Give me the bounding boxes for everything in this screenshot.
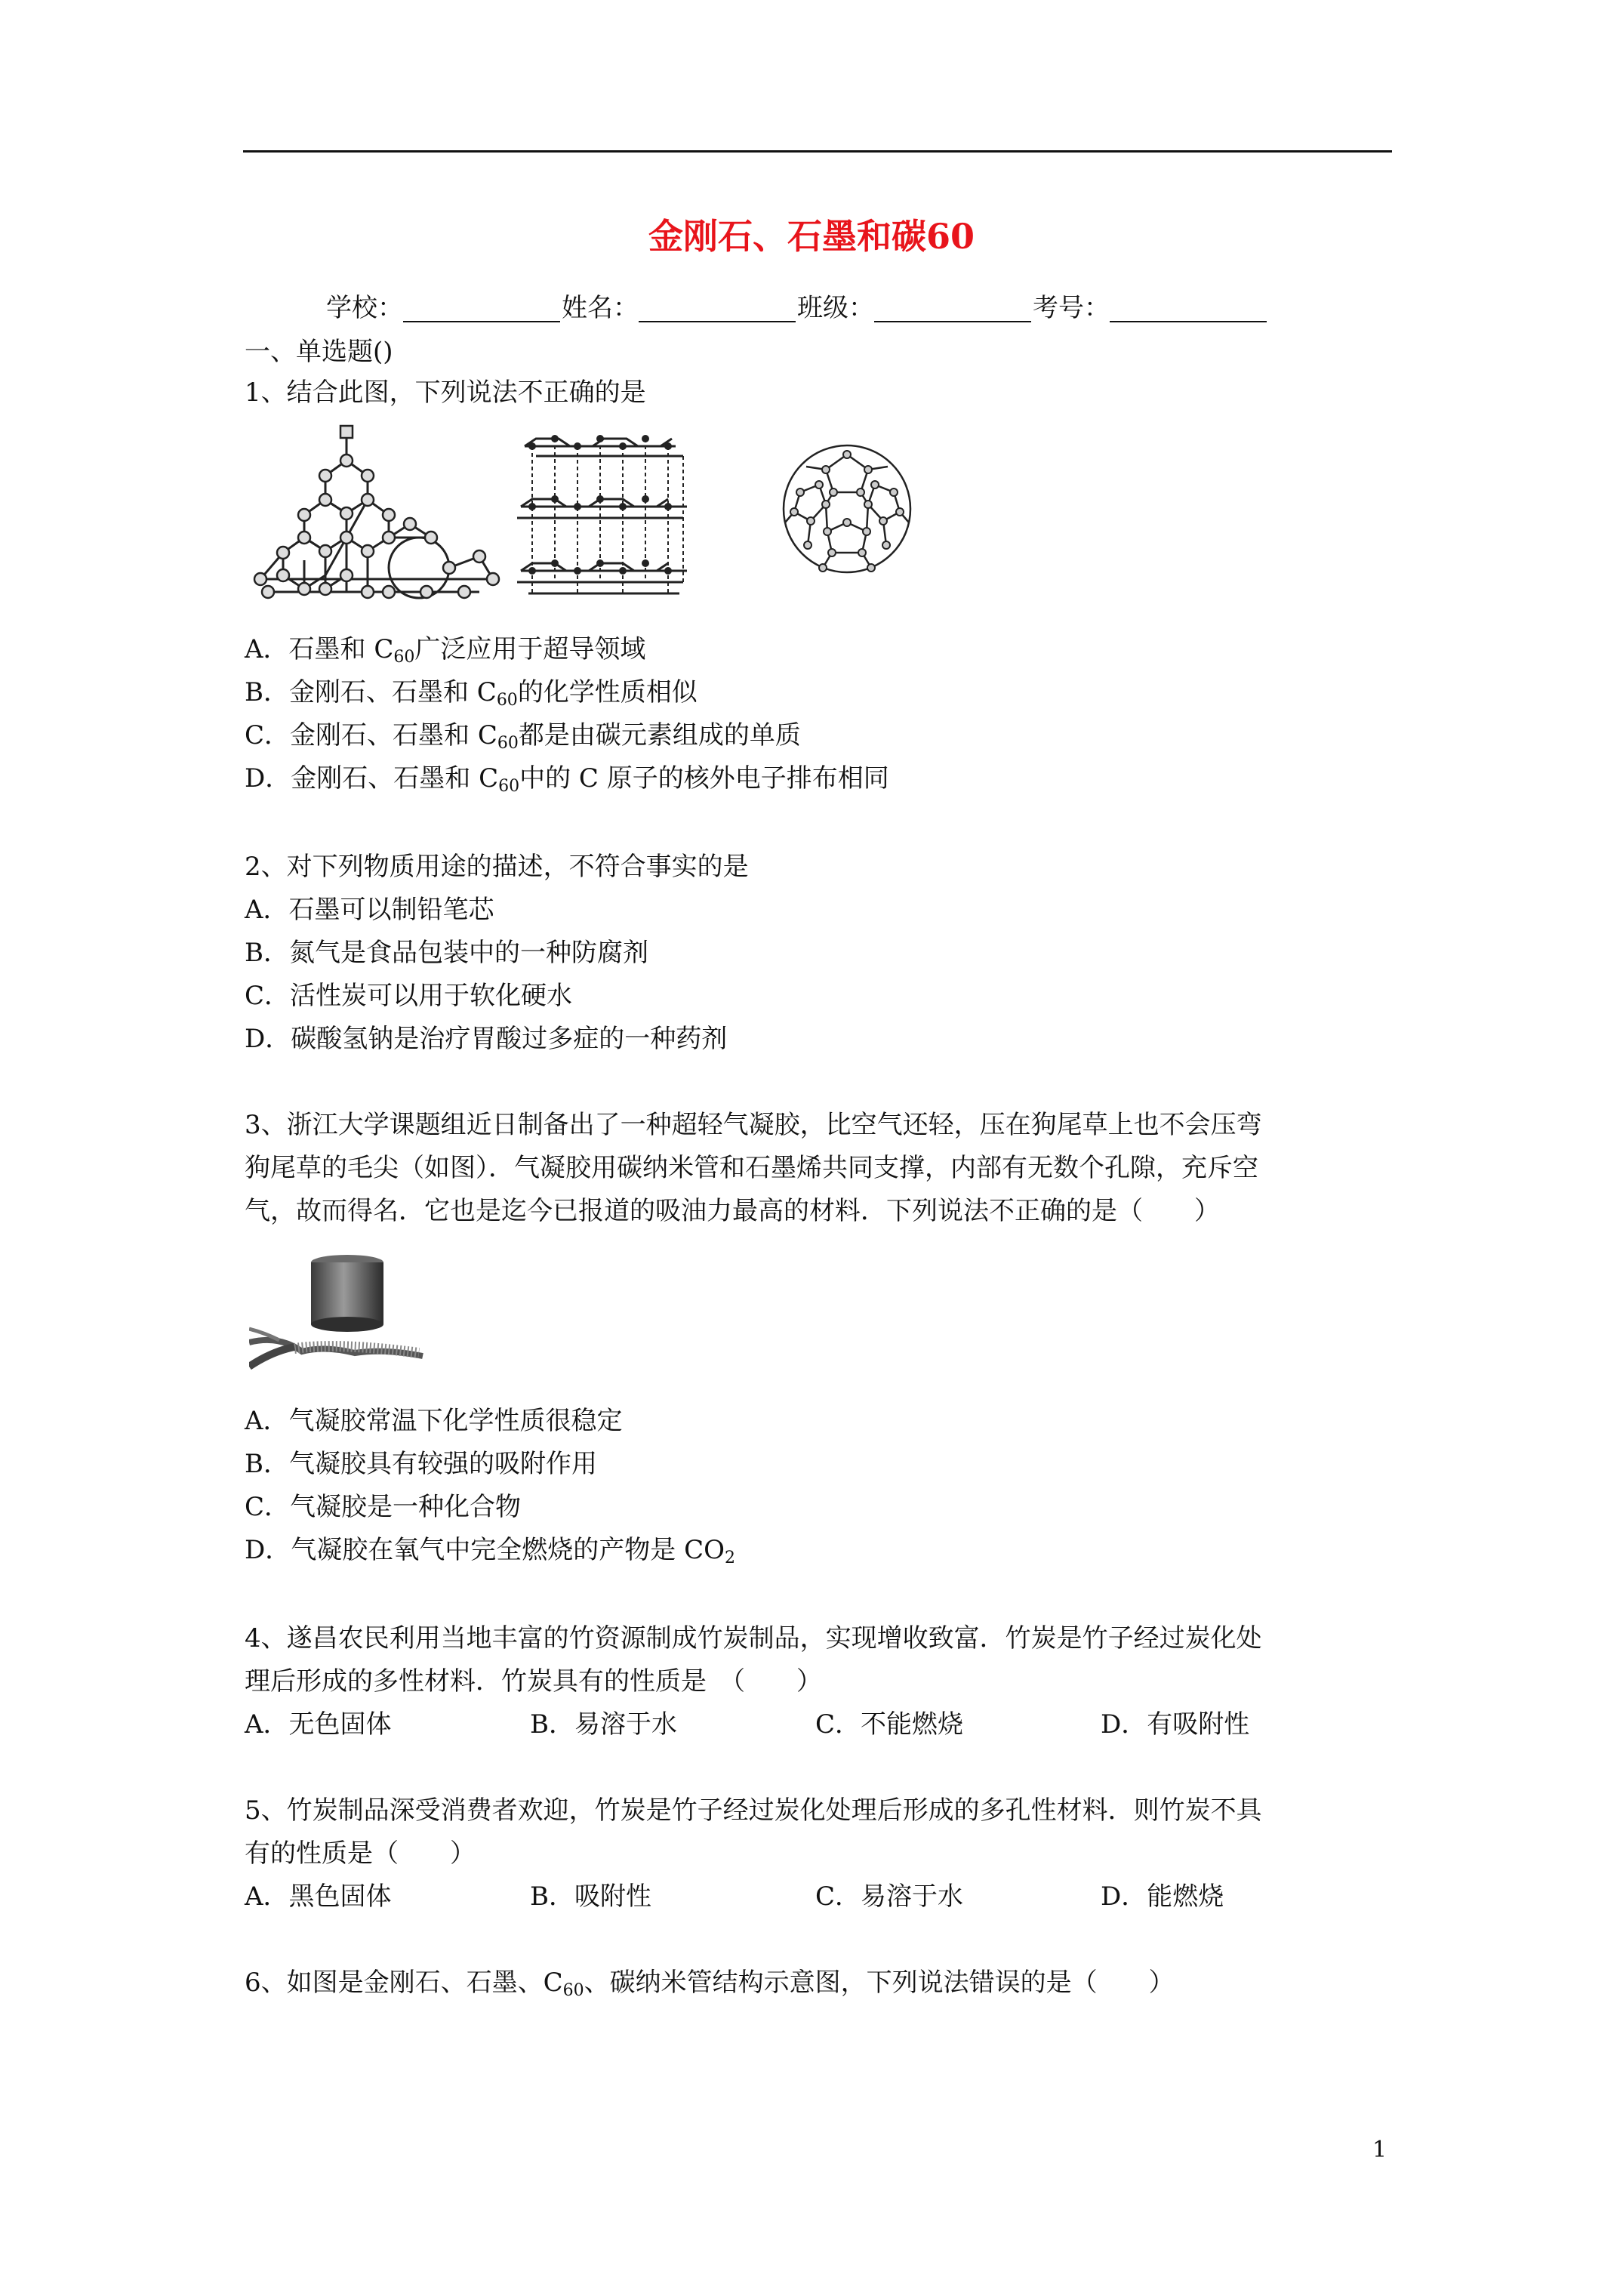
q3-option-c: C．气凝胶是一种化合物 <box>245 1492 522 1522</box>
q3-option-d: D．气凝胶在氧气中完全燃烧的产物是 $CO_2$ <box>245 1535 735 1567</box>
graphite-structure-figure <box>513 435 694 605</box>
school-label: 学校： <box>326 293 403 323</box>
q5-stem-line-2: 有的性质是（ ） <box>245 1838 476 1869</box>
q6-stem: 6、如图是金刚石、石墨、$C_{60}$、碳纳米管结构示意图，下列说法错误的是（ ） <box>245 1968 1175 2000</box>
class-blank <box>874 291 1031 322</box>
q4-option-d: D．有吸附性 <box>1101 1709 1250 1740</box>
q2-option-d: D．碳酸氢钠是治疗胃酸过多症的一种药剂 <box>245 1024 728 1054</box>
q3-stem-line-2: 狗尾草的毛尖（如图）．气凝胶用碳纳米管和石墨烯共同支撑，内部有无数个孔隙，充斥空 <box>245 1153 1258 1183</box>
q2-option-a: A．石墨可以制铅笔芯 <box>245 895 494 925</box>
q2-option-b: B．氮气是食品包装中的一种防腐剂 <box>245 938 648 968</box>
q4-stem-line-1: 4、遂昌农民利用当地丰富的竹资源制成竹炭制品，实现增收致富．竹炭是竹子经过炭化处 <box>245 1623 1262 1653</box>
q1-stem: 1、结合此图，下列说法不正确的是 <box>245 378 646 408</box>
q4-stem-line-2: 理后形成的多性材料．竹炭具有的性质是 （ ） <box>245 1666 822 1697</box>
q1-option-a: A．石墨和 $C_{60}$广泛应用于超导领域 <box>245 634 646 667</box>
header-rule <box>243 150 1392 153</box>
page-number: 1 <box>1372 2137 1387 2163</box>
q1-option-d: D．金刚石、石墨和 $C_{60}$中的 C 原子的核外电子排布相同 <box>245 763 889 796</box>
aerogel-on-grass-photo <box>249 1253 427 1378</box>
q3-stem-line-3: 气，故而得名．它也是迄今已报道的吸油力最高的材料．下列说法不正确的是（ ） <box>245 1196 1220 1226</box>
q5-option-c: C．易溶于水 <box>815 1881 964 1912</box>
q4-options <box>245 1703 1249 1746</box>
q3-option-b: B．气凝胶具有较强的吸附作用 <box>245 1449 597 1479</box>
exam-no-label: 考号： <box>1033 293 1110 323</box>
q1-option-b: B．金刚石、石墨和 $C_{60}$的化学性质相似 <box>245 677 698 710</box>
student-info-line <box>326 287 1268 329</box>
name-label: 姓名： <box>562 293 639 323</box>
q5-options <box>245 1875 1224 1918</box>
section-heading: 一、单选题() <box>245 337 393 367</box>
q3-stem-line-1: 3、浙江大学课题组近日制备出了一种超轻气凝胶，比空气还轻，压在狗尾草上也不会压弯 <box>245 1110 1262 1140</box>
school-blank <box>403 291 560 322</box>
exam-no-blank <box>1110 291 1267 322</box>
diamond-structure-figure <box>253 424 506 606</box>
name-blank <box>639 291 796 322</box>
q4-option-a: A．无色固体 <box>245 1709 392 1740</box>
q5-option-b: B．吸附性 <box>530 1881 651 1912</box>
c60-structure-figure <box>778 439 917 579</box>
q3-option-a: A．气凝胶常温下化学性质很稳定 <box>245 1406 623 1436</box>
q5-option-d: D．能燃烧 <box>1101 1881 1224 1912</box>
q1-option-c: C．金刚石、石墨和 $C_{60}$都是由碳元素组成的单质 <box>245 720 801 753</box>
q5-option-a: A．黑色固体 <box>245 1881 392 1912</box>
q2-option-c: C．活性炭可以用于软化硬水 <box>245 981 573 1011</box>
q5-stem-line-1: 5、竹炭制品深受消费者欢迎，竹炭是竹子经过炭化处理后形成的多孔性材料．则竹炭不具 <box>245 1795 1262 1826</box>
q2-stem: 2、对下列物质用途的描述，不符合事实的是 <box>245 852 749 882</box>
q4-option-c: C．不能燃烧 <box>815 1709 964 1740</box>
q4-option-b: B．易溶于水 <box>530 1709 677 1740</box>
page-title: 金刚石、石墨和碳60 <box>648 216 975 257</box>
class-label: 班级： <box>797 293 874 323</box>
